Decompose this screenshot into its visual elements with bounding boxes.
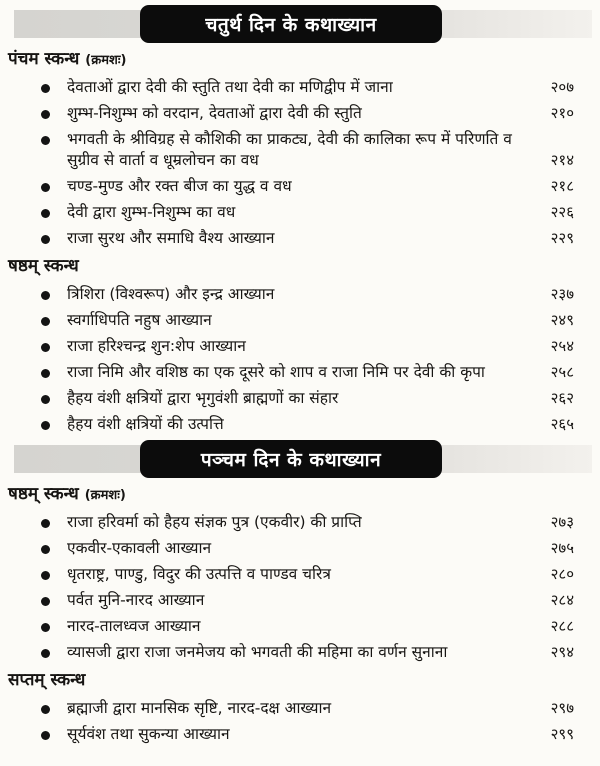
toc-item xyxy=(8,284,574,305)
toc-item xyxy=(8,414,574,435)
toc-item-title: राजा हरिवर्मा को हैहय संज्ञक पुत्र (एकवीर) की प्राप्ति xyxy=(67,513,362,531)
bullet-icon xyxy=(41,183,50,192)
toc-item-title: चण्ड-मुण्ड और रक्त बीज का युद्ध व वध xyxy=(67,177,292,195)
toc-item-page-number: २९७ xyxy=(550,699,574,717)
toc-item xyxy=(8,388,574,409)
toc-item-page-number: २५८ xyxy=(550,363,574,381)
bullet-icon xyxy=(41,421,50,430)
section-banner-day4: चतुर्थ दिन के कथाख्यान xyxy=(140,5,442,43)
bullet-icon xyxy=(41,705,50,714)
toc-item-page-number: २८० xyxy=(550,565,574,583)
toc-item xyxy=(8,564,574,585)
toc-item xyxy=(8,336,574,357)
toc-item xyxy=(8,362,574,383)
toc-item xyxy=(8,103,574,124)
toc-item-title: नारद-तालध्वज आख्यान xyxy=(67,617,201,635)
toc-item-page-number: २१४ xyxy=(550,151,574,169)
bullet-icon xyxy=(41,136,50,145)
toc-item xyxy=(8,77,574,98)
bullet-icon xyxy=(41,395,50,404)
toc-item-page-number: २९४ xyxy=(550,643,574,661)
toc-item-title: देवी द्वारा शुम्भ-निशुम्भ का वध xyxy=(67,203,236,221)
toc-item-title: ब्रह्माजी द्वारा मानसिक सृष्टि, नारद-दक्ष आख्यान xyxy=(67,699,332,717)
bullet-icon xyxy=(41,369,50,378)
toc-item-page-number: २१८ xyxy=(550,177,574,195)
toc-item-title: राजा सुरथ और समाधि वैश्य आख्यान xyxy=(67,229,275,247)
bullet-icon xyxy=(41,317,50,326)
bullet-icon xyxy=(41,291,50,300)
toc-item xyxy=(8,642,574,663)
toc-item xyxy=(8,698,574,719)
toc-item-page-number: २५४ xyxy=(550,337,574,355)
toc-group-list xyxy=(8,698,574,745)
toc-item-page-number: २७५ xyxy=(550,539,574,557)
toc-item-page-number: २२६ xyxy=(550,203,574,221)
bullet-icon xyxy=(41,623,50,632)
toc-group-list xyxy=(8,512,574,663)
bullet-icon xyxy=(41,545,50,554)
bullet-icon xyxy=(41,571,50,580)
toc-item-title: राजा हरिश्चन्द्र शुन:शेप आख्यान xyxy=(67,337,246,355)
toc-item xyxy=(8,590,574,611)
group-heading-text: षष्ठम् स्कन्ध xyxy=(8,484,79,504)
bullet-icon xyxy=(41,110,50,119)
toc-item xyxy=(8,310,574,331)
bullet-icon xyxy=(41,343,50,352)
bullet-icon xyxy=(41,649,50,658)
toc-item-page-number: २६५ xyxy=(550,415,574,433)
group-heading-text: षष्ठम् स्कन्ध xyxy=(8,256,79,276)
bullet-icon xyxy=(41,235,50,244)
group-heading-shashtham-skandh-contd xyxy=(8,482,574,508)
toc-item-title: भगवती के श्रीविग्रह से कौशिकी का प्राकट्य, देवी की कालिका रूप में परिणति व सुग्रीव से वार्ता व धूम्रलोचन का वध xyxy=(67,130,512,169)
toc-item-page-number: २४९ xyxy=(550,311,574,329)
toc-item xyxy=(8,202,574,223)
toc-group-list xyxy=(8,77,574,249)
toc-item-title: व्यासजी द्वारा राजा जनमेजय को भगवती की महिमा का वर्णन सुनाना xyxy=(67,643,448,661)
toc-item-page-number: २१० xyxy=(550,104,574,122)
toc-item-page-number: २६२ xyxy=(550,389,574,407)
toc-item-page-number: २८४ xyxy=(550,591,574,609)
group-heading-pancham-skandh xyxy=(8,47,574,73)
toc-item xyxy=(8,538,574,559)
group-heading-saptam-skandh xyxy=(8,668,574,694)
toc-item xyxy=(8,616,574,637)
toc-item-page-number: २३७ xyxy=(550,285,574,303)
group-heading-text: सप्तम् स्कन्ध xyxy=(8,670,86,690)
bullet-icon xyxy=(41,597,50,606)
toc-item xyxy=(8,228,574,249)
toc-item-page-number: २७३ xyxy=(550,513,574,531)
toc-item-title: राजा निमि और वशिष्ठ का एक दूसरे को शाप व राजा निमि पर देवी की कृपा xyxy=(67,363,485,381)
toc-item xyxy=(8,512,574,533)
toc-item-title: पर्वत मुनि-नारद आख्यान xyxy=(67,591,205,609)
section-banner-row xyxy=(8,440,574,478)
bullet-icon xyxy=(41,84,50,93)
toc-item-title: शुम्भ-निशुम्भ को वरदान, देवताओं द्वारा देवी की स्तुति xyxy=(67,104,362,122)
toc-group-list xyxy=(8,284,574,435)
toc-item-title: हैहय वंशी क्षत्रियों द्वारा भृगुवंशी ब्राह्मणों का संहार xyxy=(67,389,339,407)
toc-item-page-number: २२९ xyxy=(550,229,574,247)
toc-item-title: हैहय वंशी क्षत्रियों की उत्पत्ति xyxy=(67,415,224,433)
toc-item-title: धृतराष्ट्र, पाण्डु, विदुर की उत्पत्ति व पाण्डव चरित्र xyxy=(67,565,331,583)
section-banner-day5: पञ्चम दिन के कथाख्यान xyxy=(140,440,442,478)
toc-item-page-number: २०७ xyxy=(550,78,574,96)
toc-item xyxy=(8,176,574,197)
bullet-icon xyxy=(41,209,50,218)
toc-item-title: देवताओं द्वारा देवी की स्तुति तथा देवी का मणिद्वीप में जाना xyxy=(67,78,393,96)
toc-item xyxy=(8,129,574,171)
toc-item-title: त्रिशिरा (विश्वरूप) और इन्द्र आख्यान xyxy=(67,285,275,303)
section-banner-row xyxy=(8,5,574,43)
toc-item xyxy=(8,724,574,745)
bullet-icon xyxy=(41,731,50,740)
toc-item-page-number: २९९ xyxy=(550,725,574,743)
group-heading-text: पंचम स्कन्ध xyxy=(8,49,80,69)
toc-item-title: स्वर्गाधिपति नहुष आख्यान xyxy=(67,311,212,329)
toc-item-title: सूर्यवंश तथा सुकन्या आख्यान xyxy=(67,725,230,743)
group-heading-suffix: (क्रमशः) xyxy=(85,53,127,68)
toc-item-page-number: २८८ xyxy=(550,617,574,635)
bullet-icon xyxy=(41,519,50,528)
group-heading-suffix: (क्रमशः) xyxy=(84,488,126,503)
toc-item-title: एकवीर-एकावली आख्यान xyxy=(67,539,212,557)
group-heading-shashtham-skandh xyxy=(8,254,574,280)
